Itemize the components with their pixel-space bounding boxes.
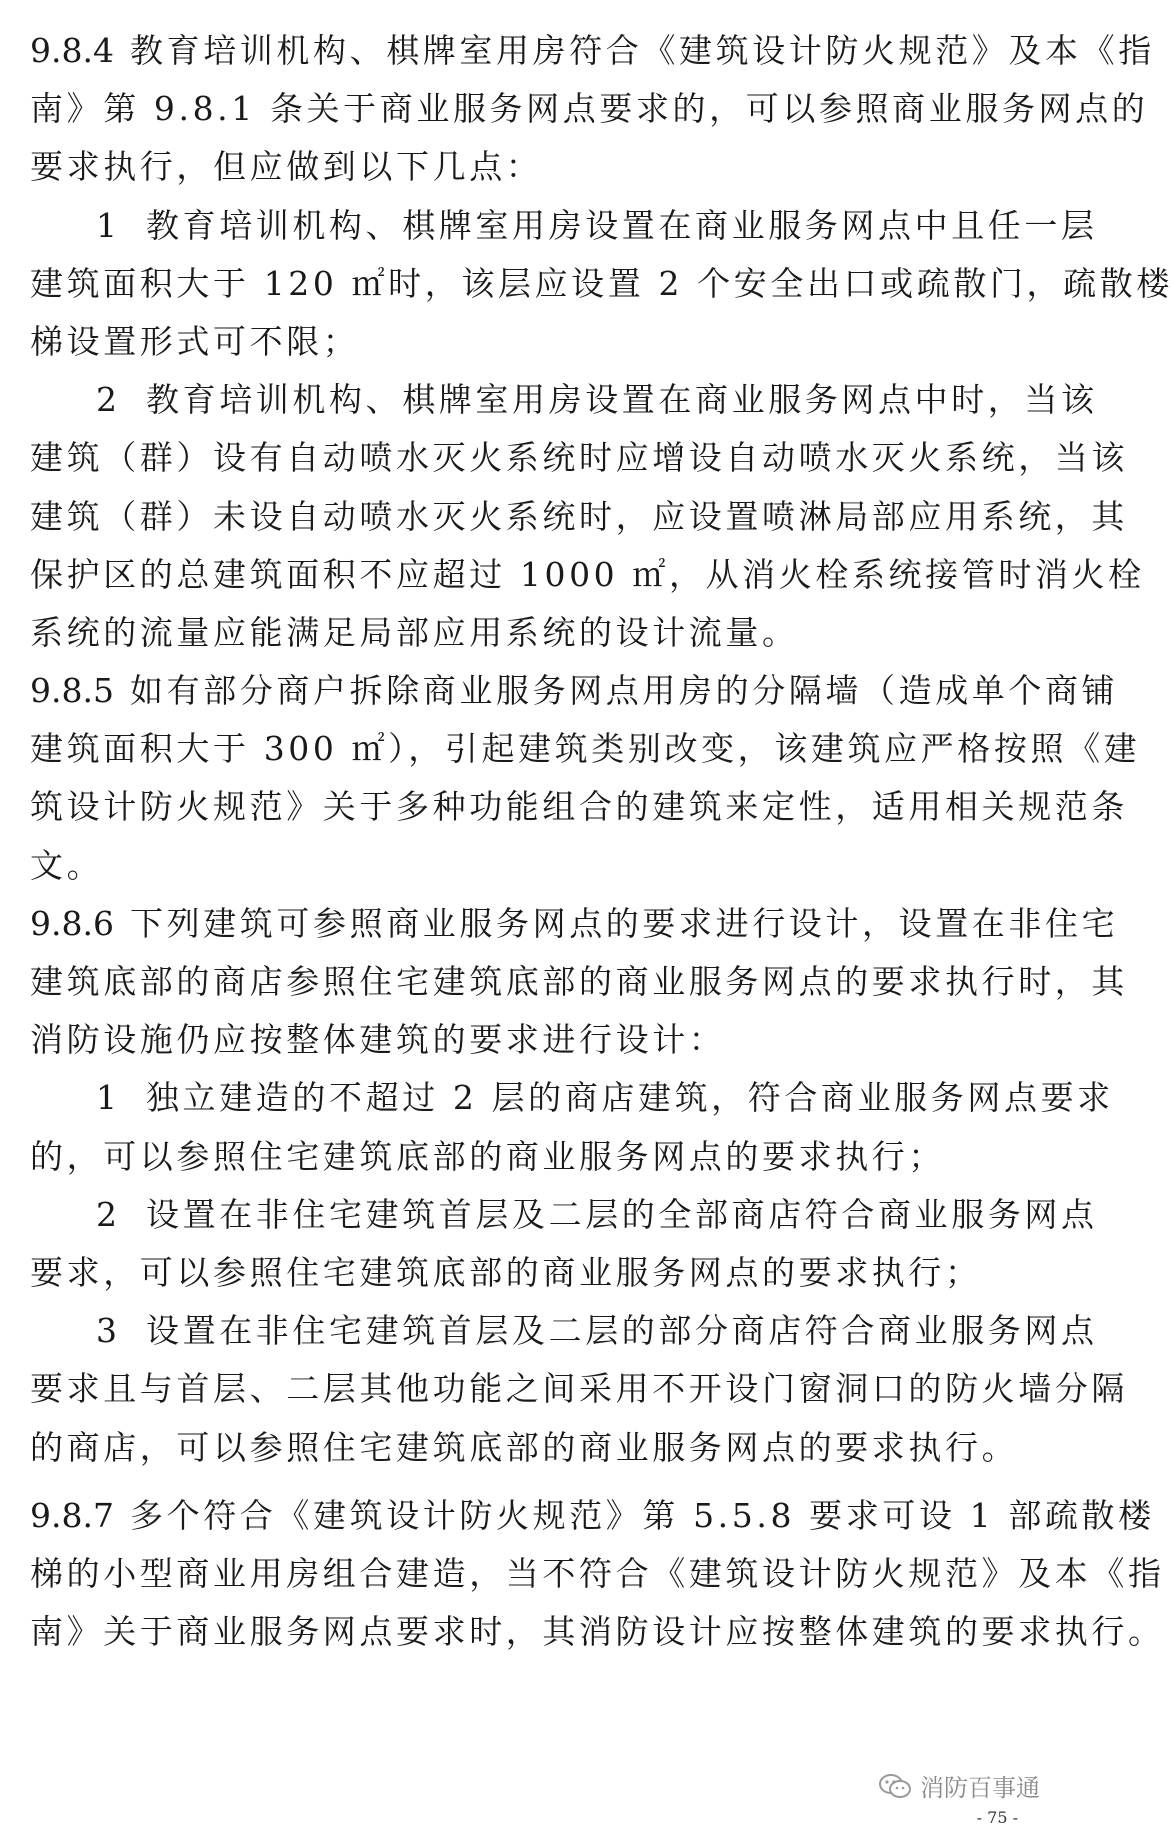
section-9-8-5-line-2: 建筑面积大于 300 ㎡），引起建筑类别改变，该建筑应严格按照《建 [30, 729, 1141, 769]
item-2-line-2: 建筑（群）设有自动喷水灭火系统时应增设自动喷水灭火系统，当该 [30, 438, 1128, 478]
item-2-line-1 [30, 371, 1098, 429]
section-9-8-7-line-2: 梯的小型商业用房组合建造，当不符合《建筑设计防火规范》及本《指 [30, 1553, 1165, 1593]
section-9-8-4-line-3: 要求执行，但应做到以下几点： [30, 147, 543, 187]
paragraph-text: 设置在非住宅建筑首层及二层的部分商店符合商业服务网点 [146, 1311, 1098, 1351]
item-2-line-3: 建筑（群）未设自动喷水灭火系统时，应设置喷淋局部应用系统，其 [30, 496, 1128, 536]
section-9-8-6-line-3: 消防设施仍应按整体建筑的要求进行设计： [30, 1020, 726, 1060]
watermark-text: 消防百事通 [920, 1774, 1040, 1802]
section-9-8-6-line-2: 建筑底部的商店参照住宅建筑底部的商业服务网点的要求执行时，其 [30, 962, 1128, 1001]
paragraph-text: 独立建造的不超过 2 层的商店建筑，符合商业服务网点要求 [146, 1078, 1114, 1118]
item-3-line-2: 要求且与首层、二层其他功能之间采用不开设门窗洞口的防火墙分隔 [30, 1369, 1128, 1409]
item-1-line-1 [30, 1069, 1114, 1127]
paragraph-text: 教育培训机构、棋牌室用房设置在商业服务网点中且任一层 [146, 205, 1098, 245]
paragraph-text: 教育培训机构、棋牌室用房符合《建筑设计防火规范》及本《指 [130, 31, 1155, 70]
item-2-line-2: 要求，可以参照住宅建筑底部的商业服务网点的要求执行； [30, 1252, 982, 1292]
paragraph-text: 多个符合《建筑设计防火规范》第 5.5.8 要求可设 1 部疏散楼 [130, 1495, 1155, 1535]
section-number: 9.8.6 [30, 903, 114, 943]
paragraph-text: 教育培训机构、棋牌室用房设置在商业服务网点中时，当该 [146, 380, 1098, 420]
item-1-line-2: 建筑面积大于 120 ㎡时，该层应设置 2 个安全出口或疏散门，疏散楼 [30, 263, 1173, 303]
item-1-line-2: 的，可以参照住宅建筑底部的商业服务网点的要求执行； [30, 1136, 945, 1176]
section-9-8-7-line-1 [30, 1487, 1155, 1545]
section-9-8-5-line-3: 筑设计防火规范》关于多种功能组合的建筑来定性，适用相关规范条 [30, 787, 1128, 827]
section-number: 9.8.4 [30, 31, 114, 70]
item-3-line-1 [30, 1302, 1098, 1360]
paragraph-text: 如有部分商户拆除商业服务网点用房的分隔墙（造成单个商铺 [130, 671, 1119, 711]
item-2-line-5: 系统的流量应能满足局部应用系统的设计流量。 [30, 612, 799, 652]
wechat-icon [878, 1773, 912, 1799]
section-9-8-5-line-1 [30, 662, 1119, 720]
section-9-8-7-line-3: 南》关于商业服务网点要求时，其消防设计应按整体建筑的要求执行。 [30, 1612, 1165, 1652]
item-number: 1 [96, 1078, 117, 1118]
paragraph-text: 下列建筑可参照商业服务网点的要求进行设计，设置在非住宅 [130, 903, 1119, 943]
section-number: 9.8.5 [30, 671, 114, 711]
watermark [878, 1768, 1040, 1803]
item-number: 1 [96, 205, 117, 245]
item-2-line-1 [30, 1186, 1098, 1244]
item-number: 2 [96, 1194, 117, 1234]
section-9-8-5-line-4: 文。 [30, 845, 104, 885]
document-page [30, 22, 1173, 1661]
item-1-line-1 [30, 197, 1098, 255]
item-3-line-3: 的商店，可以参照住宅建筑底部的商业服务网点的要求执行。 [30, 1427, 1019, 1467]
section-9-8-4-line-1 [30, 22, 1155, 80]
page-number: - 75 - [976, 1808, 1018, 1827]
section-number: 9.8.7 [30, 1495, 114, 1535]
item-2-line-4: 保护区的总建筑面积不应超过 1000 ㎡，从消火栓系统接管时消火栓 [30, 554, 1145, 594]
item-number: 3 [96, 1311, 117, 1351]
item-1-line-3: 梯设置形式可不限； [30, 321, 360, 361]
paragraph-text: 设置在非住宅建筑首层及二层的全部商店符合商业服务网点 [146, 1194, 1098, 1234]
item-number: 2 [96, 380, 117, 420]
section-9-8-6-line-1 [30, 895, 1119, 953]
section-9-8-4-line-2: 南》第 9.8.1 条关于商业服务网点要求的，可以参照商业服务网点的 [30, 89, 1149, 129]
